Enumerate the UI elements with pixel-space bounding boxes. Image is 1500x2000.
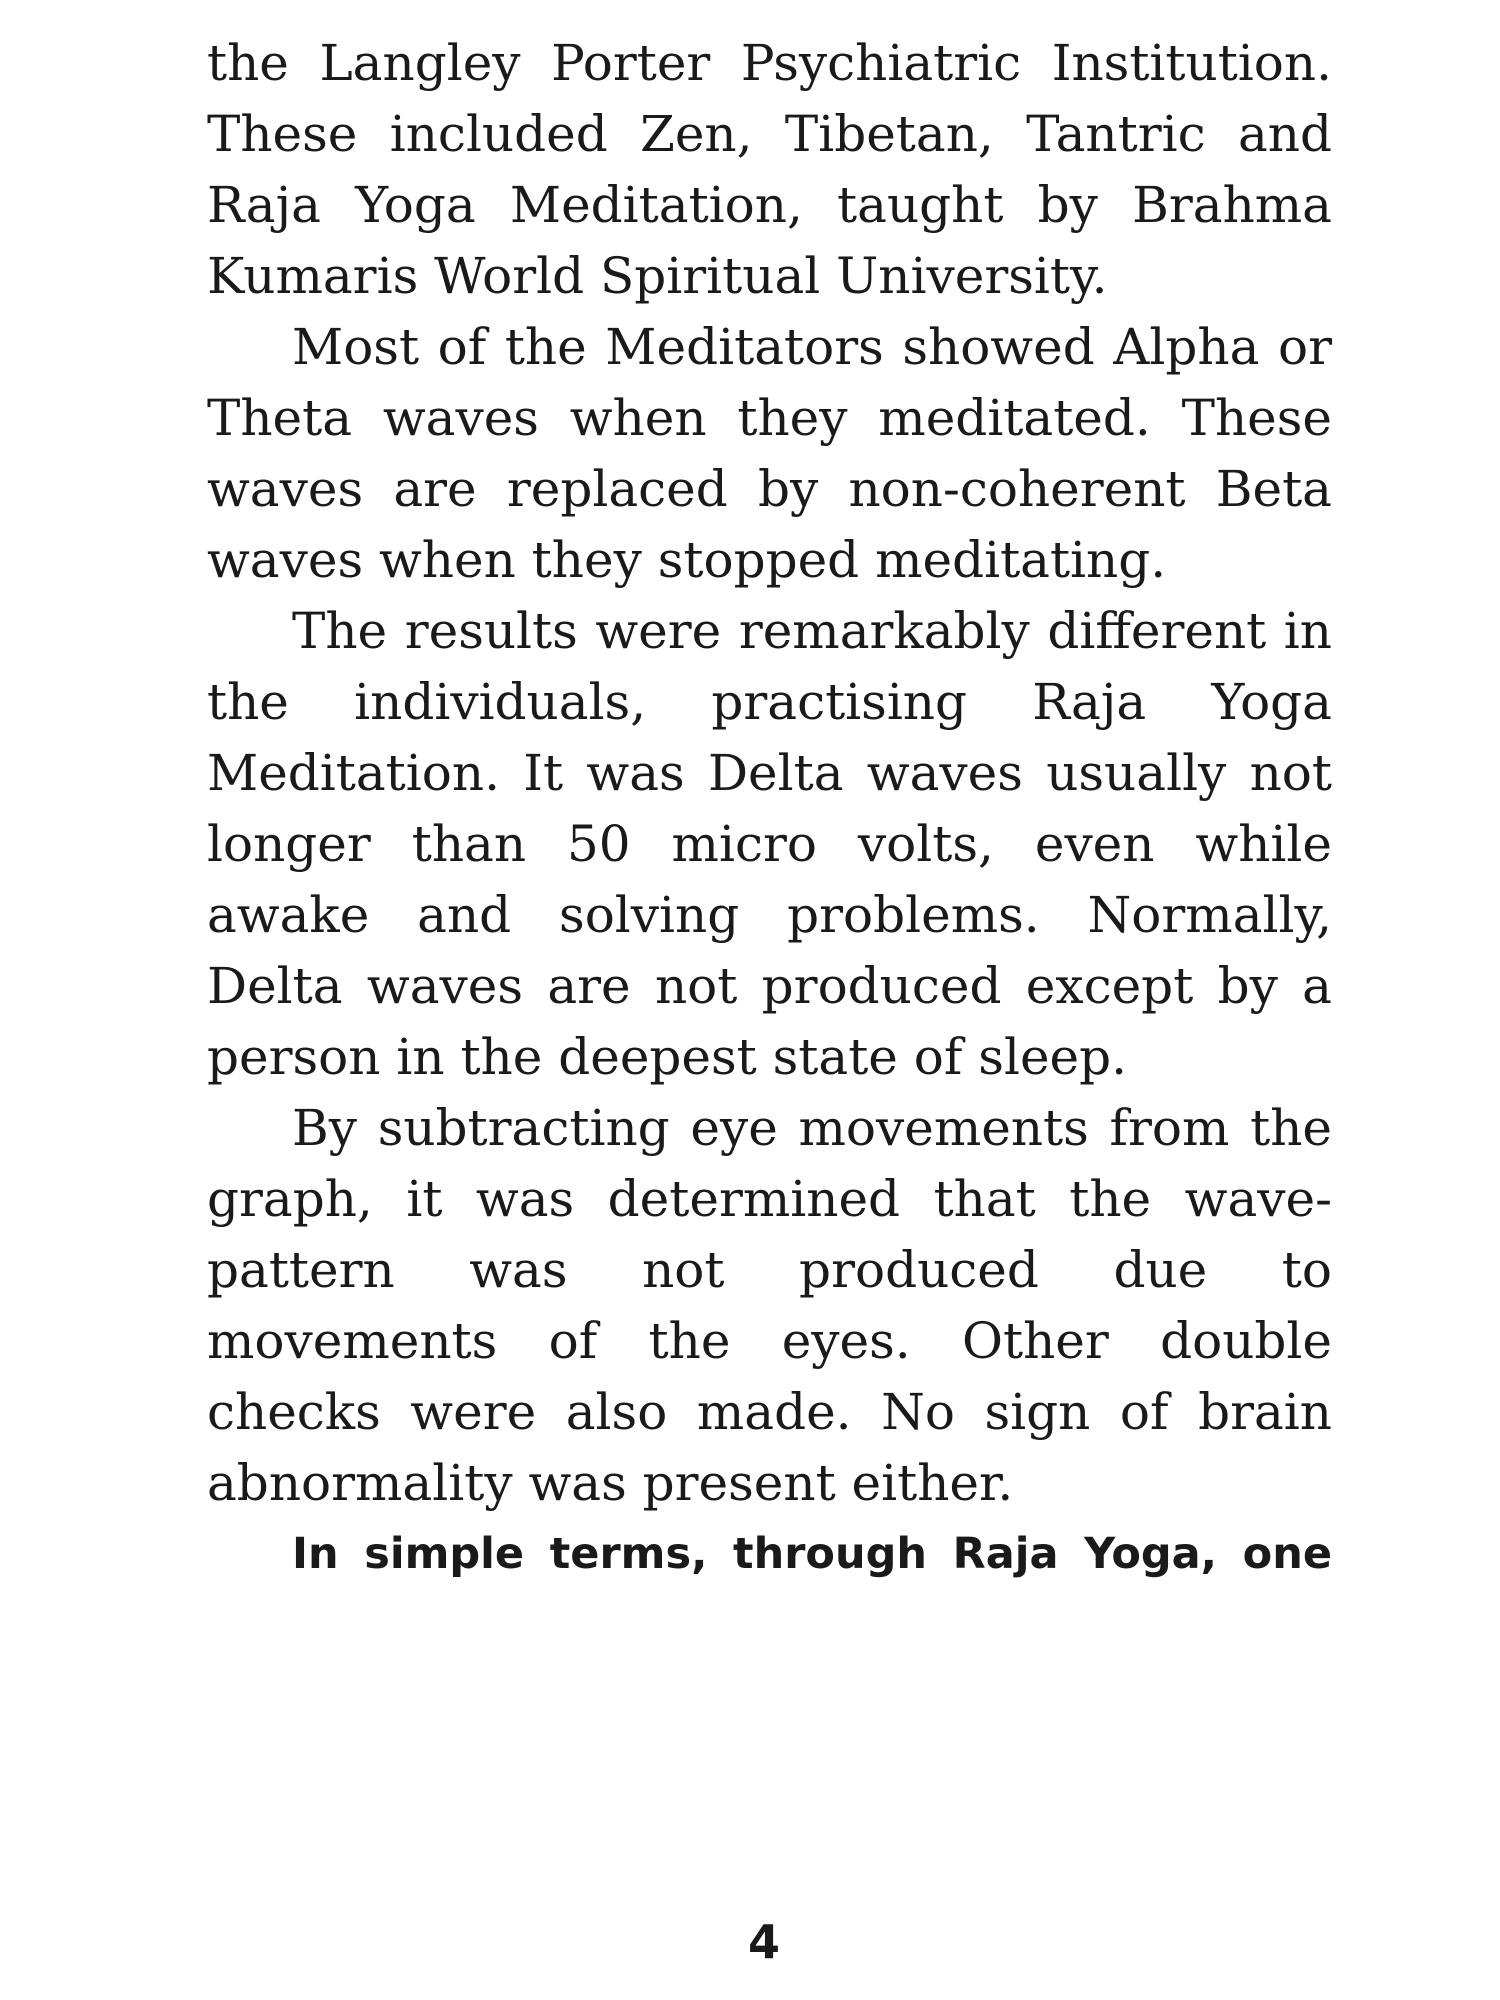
paragraph-simple-terms: In simple terms, through Raja Yoga, one: [292, 1529, 1332, 1579]
page-number: 4: [747, 1915, 780, 1969]
body-text: [207, 28, 1332, 1590]
paragraph-continued: the Langley Porter Psychiatric Institution. These included Zen, Tibetan, Tantric and Raja Yoga Meditation, taught by Brahma Kumaris World Spiritual University.: [207, 34, 1332, 305]
paragraph-meditators: Most of the Meditators showed Alpha or Theta waves when they meditated. These waves are replaced by non-coherent Beta waves when they stopped meditating.: [207, 318, 1332, 589]
paragraph-eye-movements: By subtracting eye movements from the graph, it was determined that the wave-pattern was not produced due to movements of the eyes. Other double checks were also made. No sign of brain abnormality was present either.: [207, 1099, 1332, 1512]
paragraph-results: The results were remarkably different in the individuals, practising Raja Yoga Meditation. It was Delta waves usually not longer than 50 micro volts, even while awake and solving problems. Normally, Delta waves are not produced except by a person in the deepest state of sleep.: [207, 602, 1332, 1086]
